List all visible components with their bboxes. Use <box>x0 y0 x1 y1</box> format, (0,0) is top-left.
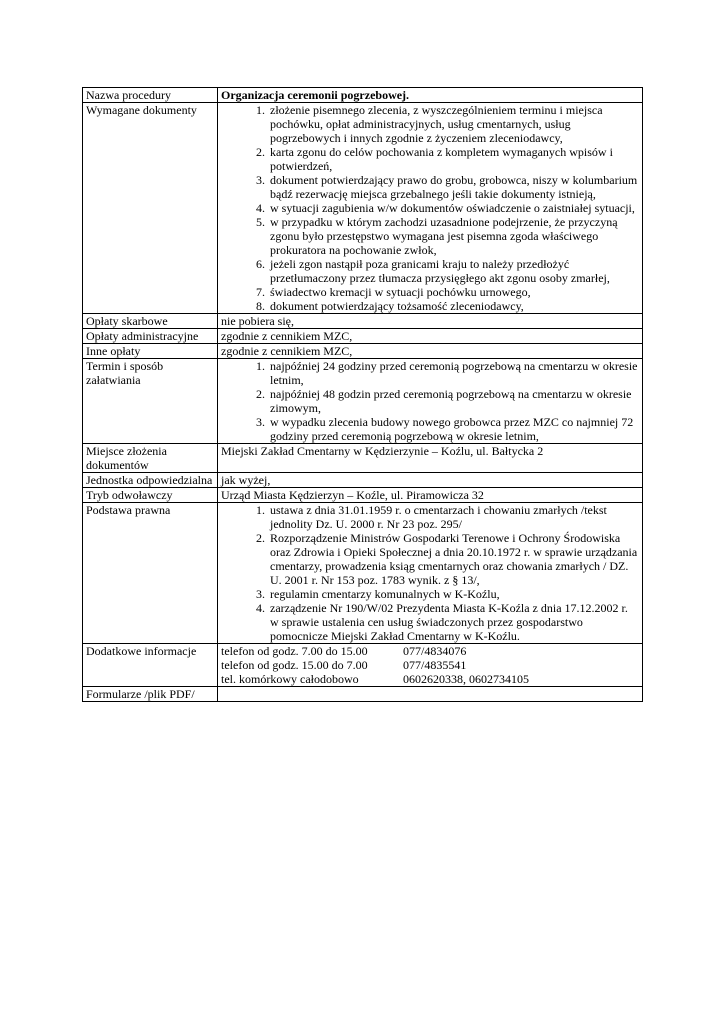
contact-row <box>221 658 639 672</box>
item-text: jeżeli zgon nastąpił poza granicami kraju to należy przedłożyć przetłumaczony przez tłumacza przysięgłego akt zgonu osoby zmarłej, <box>270 257 610 285</box>
item-number: 4. <box>256 201 265 215</box>
item-number: 7. <box>256 285 265 299</box>
item-text: w sytuacji zagubienia w/w dokumentów oświadczenie o zaistniałej sytuacji, <box>270 201 635 215</box>
list-item <box>221 531 639 587</box>
value-oplaty-skarbowe: nie pobiera się, <box>218 314 643 329</box>
label-inne-oplaty: Inne opłaty <box>83 344 218 359</box>
item-text: w wypadku zlecenia budowy nowego grobowca przez MZC co najmniej 72 godziny przed ceremonią pogrzebową w okresie letnim, <box>270 415 634 443</box>
list-item <box>221 359 639 387</box>
value-podstawa <box>218 503 643 644</box>
label-termin: Termin i sposób załatwiania <box>83 359 218 444</box>
item-number: 5. <box>256 215 265 229</box>
contact-phone: 077/4835541 <box>403 658 467 672</box>
item-text: dokument potwierdzający tożsamość zleceniodawcy, <box>270 299 524 313</box>
item-text: najpóźniej 48 godzin przed ceremonią pogrzebową na cmentarzu w okresie zimowym, <box>270 387 632 415</box>
label-podstawa: Podstawa prawna <box>83 503 218 644</box>
list-item <box>221 503 639 531</box>
item-number: 2. <box>256 145 265 159</box>
list-item <box>221 215 639 257</box>
contact-desc: tel. komórkowy całodobowo <box>221 672 359 686</box>
contact-desc: telefon od godz. 15.00 do 7.00 <box>221 658 368 672</box>
label-nazwa: Nazwa procedury <box>83 88 218 103</box>
row-oplaty-skarbowe <box>83 314 643 329</box>
list-item <box>221 103 639 145</box>
value-termin <box>218 359 643 444</box>
row-termin <box>83 359 643 444</box>
list-item <box>221 173 639 201</box>
item-text: dokument potwierdzający prawo do grobu, grobowca, niszy w kolumbarium bądź rezerwację miejsca grzebalnego jeśli takie dokumenty istnieją, <box>270 173 638 201</box>
list-item <box>221 387 639 415</box>
item-text: karta zgonu do celów pochowania z kompletem wymaganych wpisów i potwierdzeń, <box>270 145 613 173</box>
procedure-table <box>82 87 643 702</box>
row-formularze <box>83 687 643 702</box>
podstawa-list <box>221 503 639 643</box>
list-item <box>221 257 639 285</box>
label-tryb: Tryb odwoławczy <box>83 488 218 503</box>
item-text: zarządzenie Nr 190/W/02 Prezydenta Miasta K-Koźla z dnia 17.12.2002 r. w sprawie ustalenia cen usług świadczonych przez gospodarstwo pomocnicze Miejski Zakład Cmentarny w K-Koźlu. <box>270 601 628 643</box>
item-number: 3. <box>256 173 265 187</box>
item-text: Rozporządzenie Ministrów Gospodarki Terenowe i Ochrony Środowiska oraz Zdrowia i Opieki Społecznej a dnia 20.10.1972 r. w sprawie urządzania cmentarzy, prowadzenia ksiąg cmentarnych oraz chowania zmarłych / DZ. U. 2001 r. Nr 153 poz. 1783 wynik. z § 13/, <box>270 531 638 587</box>
item-number: 2. <box>256 531 265 545</box>
value-jednostka: jak wyżej, <box>218 473 643 488</box>
row-dokumenty <box>83 103 643 314</box>
list-item <box>221 587 639 601</box>
item-number: 1. <box>256 103 265 117</box>
contact-desc: telefon od godz. 7.00 do 15.00 <box>221 644 368 658</box>
label-formularze: Formularze /plik PDF/ <box>83 687 218 702</box>
row-miejsce <box>83 444 643 473</box>
row-jednostka <box>83 473 643 488</box>
value-inne-oplaty: zgodnie z cennikiem MZC, <box>218 344 643 359</box>
item-text: świadectwo kremacji w sytuacji pochówku urnowego, <box>270 285 531 299</box>
contact-row <box>221 644 639 658</box>
label-dodatkowe: Dodatkowe informacje <box>83 644 218 687</box>
row-nazwa <box>83 88 643 103</box>
item-text: najpóźniej 24 godziny przed ceremonią pogrzebową na cmentarzu w okresie letnim, <box>270 359 638 387</box>
row-dodatkowe <box>83 644 643 687</box>
label-miejsce: Miejsce złożenia dokumentów <box>83 444 218 473</box>
contact-phone: 0602620338, 0602734105 <box>403 672 529 686</box>
row-oplaty-admin <box>83 329 643 344</box>
item-text: ustawa z dnia 31.01.1959 r. o cmentarzach i chowaniu zmarłych /tekst jednolity Dz. U. 2000 r. Nr 23 poz. 295/ <box>270 503 607 531</box>
item-number: 1. <box>256 359 265 373</box>
list-item <box>221 601 639 643</box>
item-number: 4. <box>256 601 265 615</box>
item-number: 3. <box>256 415 265 429</box>
row-inne-oplaty <box>83 344 643 359</box>
contact-phone: 077/4834076 <box>403 644 467 658</box>
value-dokumenty <box>218 103 643 314</box>
item-text: regulamin cmentarzy komunalnych w K-Koźlu, <box>270 587 500 601</box>
termin-list <box>221 359 639 443</box>
value-dodatkowe <box>218 644 643 687</box>
item-number: 1. <box>256 503 265 517</box>
contact-row <box>221 672 639 686</box>
list-item <box>221 299 639 313</box>
row-podstawa <box>83 503 643 644</box>
value-miejsce: Miejski Zakład Cmentarny w Kędzierzynie – Koźlu, ul. Bałtycka 2 <box>218 444 643 473</box>
label-oplaty-admin: Opłaty administracyjne <box>83 329 218 344</box>
value-nazwa: Organizacja ceremonii pogrzebowej. <box>218 88 643 103</box>
label-jednostka: Jednostka odpowiedzialna <box>83 473 218 488</box>
value-tryb: Urząd Miasta Kędzierzyn – Koźle, ul. Piramowicza 32 <box>218 488 643 503</box>
item-text: w przypadku w którym zachodzi uzasadnione podejrzenie, że przyczyną zgonu było przestępstwo wymagana jest pisemna zgoda właściwego prokuratora na pochowanie zwłok, <box>270 215 618 257</box>
label-dokumenty: Wymagane dokumenty <box>83 103 218 314</box>
value-formularze <box>218 687 643 702</box>
dokumenty-list <box>221 103 639 313</box>
list-item <box>221 285 639 299</box>
value-oplaty-admin: zgodnie z cennikiem MZC, <box>218 329 643 344</box>
item-number: 2. <box>256 387 265 401</box>
label-oplaty-skarbowe: Opłaty skarbowe <box>83 314 218 329</box>
item-number: 8. <box>256 299 265 313</box>
row-tryb <box>83 488 643 503</box>
list-item <box>221 415 639 443</box>
item-text: złożenie pisemnego zlecenia, z wyszczególnieniem terminu i miejsca pochówku, opłat administracyjnych, usług cmentarnych, usług pogrzebowych i innych zgodnie z życzeniem zleceniodawcy, <box>270 103 603 145</box>
list-item <box>221 145 639 173</box>
list-item <box>221 201 639 215</box>
item-number: 3. <box>256 587 265 601</box>
item-number: 6. <box>256 257 265 271</box>
